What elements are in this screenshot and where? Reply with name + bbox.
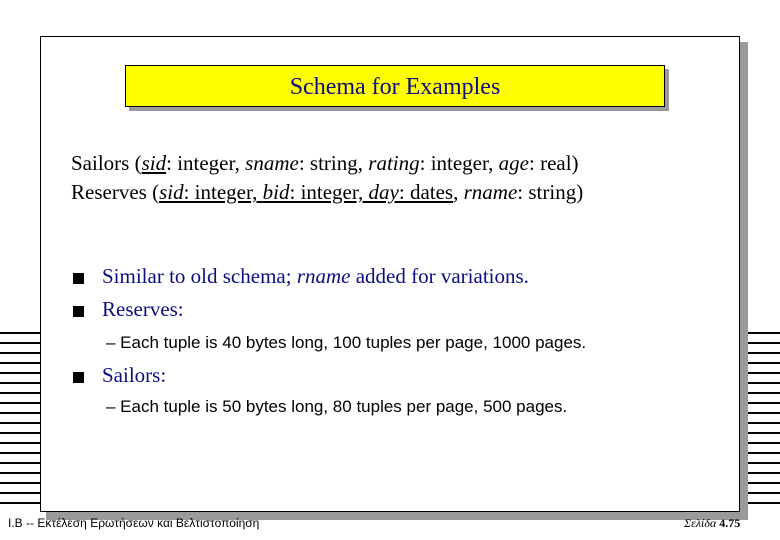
paren-open: ( [146,180,160,204]
footer-page-number [684,516,740,531]
left-stripes-decoration [0,332,44,508]
footer-course-title: I.B -- Εκτέλεση Ερωτήσεων και Βελτιστοποίηση [8,516,260,530]
slide-title: Schema for Examples [289,74,501,100]
bullet-text: Similar to old schema; [102,264,297,288]
page-num: 4.75 [719,516,741,530]
sailors-sid-type: : integer, [166,151,246,175]
sailors-sname-field: sname [245,151,299,175]
reserves-rname-type: : string) [517,180,584,204]
reserves-relation-name: Reserves [71,180,147,204]
sailors-sname-type: : string, [298,151,369,175]
bullet-marker [73,273,84,284]
bullet-sailors: Sailors: [102,363,167,387]
bullet-marker [73,306,84,317]
bullet-text: added for variations. [350,264,529,288]
sailors-detail: – Each tuple is 50 bytes long, 80 tuples per page, 500 pages. [106,397,568,416]
reserves-day-key: day [368,180,399,204]
sailors-schema-line [71,151,579,175]
sailors-rating-type: : integer, [419,151,499,175]
separator: , [453,180,464,204]
bullet-emphasis: rname [296,264,351,288]
reserves-detail: – Each tuple is 40 bytes long, 100 tuples per page, 1000 pages. [106,333,587,352]
sailors-sid-key: sid [141,151,167,175]
reserves-sid-key: sid [159,180,184,204]
sailors-age-field: age [498,151,529,175]
reserves-bid-type: : integer, [289,180,369,204]
bullet-similar-schema [102,264,529,289]
bullet-reserves: Reserves: [102,297,184,321]
reserves-rname-field: rname [463,180,518,204]
page-label: Σελίδα [684,516,717,530]
reserves-schema-line [71,180,583,204]
reserves-day-type: : dates [398,180,454,204]
bullet-marker [73,372,84,383]
sailors-relation-name: Sailors [71,151,130,175]
reserves-sid-type: : integer, [183,180,263,204]
paren-open: ( [129,151,142,175]
title-box [125,65,665,107]
sailors-age-type: : real) [529,151,579,175]
reserves-bid-key: bid [262,180,290,204]
sailors-rating-field: rating [368,151,420,175]
